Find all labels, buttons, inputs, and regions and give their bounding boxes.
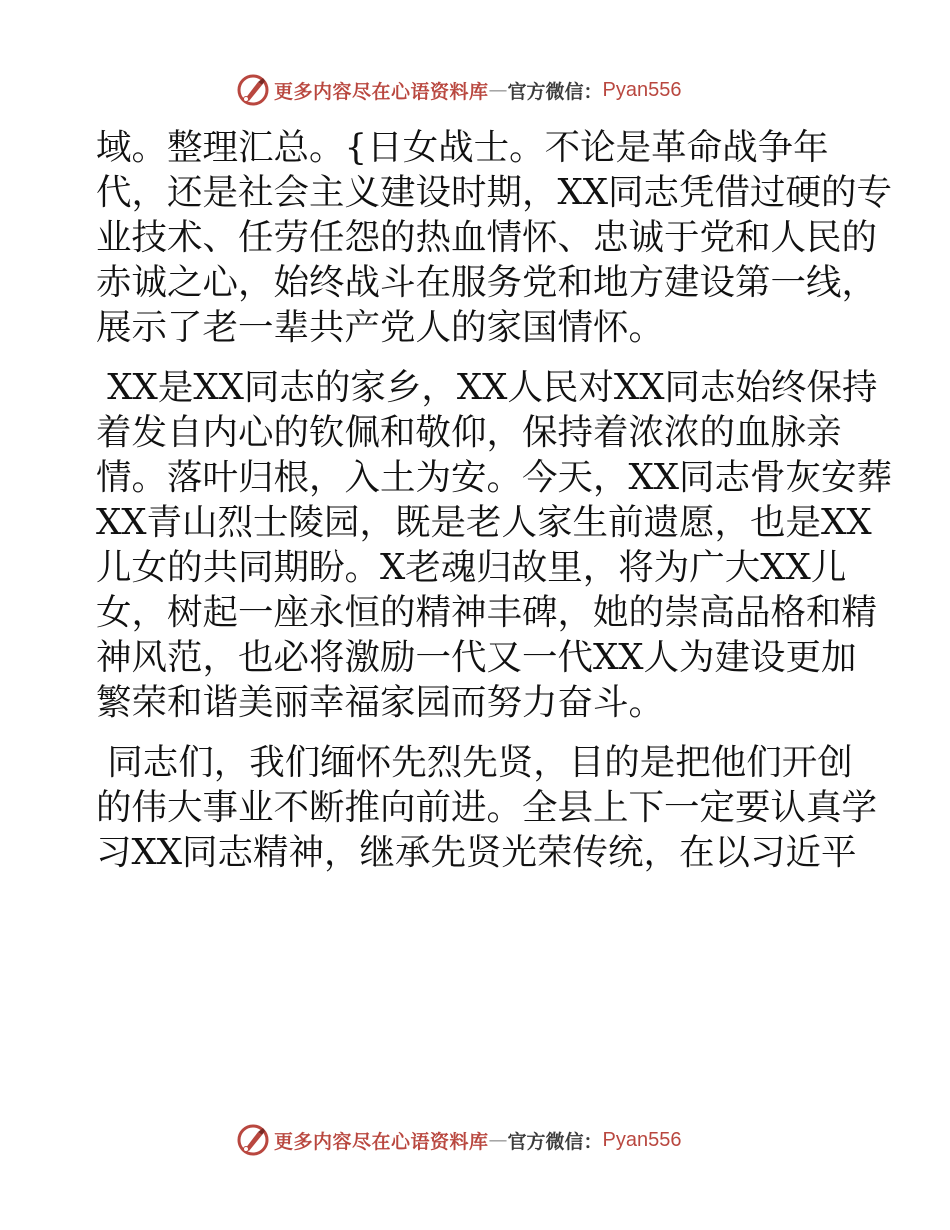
text-line: XX青山烈士陵园，既是老人家生前遗愿，也是XX [96,502,872,543]
quill-pen-icon [236,73,270,107]
text-line: 繁荣和谐美丽幸福家园而努力奋斗。 [96,682,665,723]
text-line: 儿女的共同期盼。X老魂归故里，将为广大XX儿 [96,547,847,588]
footer-banner [236,1122,682,1158]
quill-pen-icon [236,1123,270,1157]
paragraph [96,365,893,725]
banner-dash: — [488,79,508,101]
text-line: 女，树起一座永恒的精神丰碑，她的崇高品格和精 [96,592,878,633]
text-line: 域。整理汇总。{日女战士。不论是革命战争年 [96,127,829,168]
text-line: 习XX同志精神，继承先贤光荣传统，在以习近平 [96,832,857,873]
paragraph [96,740,878,875]
text-line: 着发自内心的钦佩和敬仰，保持着浓浓的血脉亲 [96,412,842,453]
text-line: 的伟大事业不断推向前进。全县上下一定要认真学 [96,787,878,828]
text-line: 同志们，我们缅怀先烈先贤，目的是把他们开创 [96,742,853,783]
text-line: 情。落叶归根，入土为安。今天，XX同志骨灰安葬 [96,457,893,498]
text-line: 业技术、任劳任怨的热血情怀、忠诚于党和人民的 [96,217,878,258]
text-line: XX是XX同志的家乡，XX人民对XX同志始终保持 [96,367,878,408]
banner-wechat-label: 官方微信： [507,1130,603,1153]
banner-main-text: 更多内容尽在心语资料库 [274,1130,489,1153]
banner-dash: — [488,1129,508,1151]
banner-wechat-label: 官方微信： [507,80,603,103]
document-body [96,125,893,890]
banner-main-text: 更多内容尽在心语资料库 [274,80,489,103]
text-line: 赤诚之心，始终战斗在服务党和地方建设第一线， [96,262,878,303]
paragraph [96,125,893,350]
text-line: 神风范，也必将激励一代又一代XX人为建设更加 [96,637,857,678]
header-banner [236,72,682,108]
text-line: 展示了老一辈共产党人的家国情怀。 [96,307,665,348]
banner-wechat-id: Pyan556 [602,78,682,101]
text-line: 代，还是社会主义建设时期，XX同志凭借过硬的专 [96,172,893,213]
banner-wechat-id: Pyan556 [602,1128,682,1151]
